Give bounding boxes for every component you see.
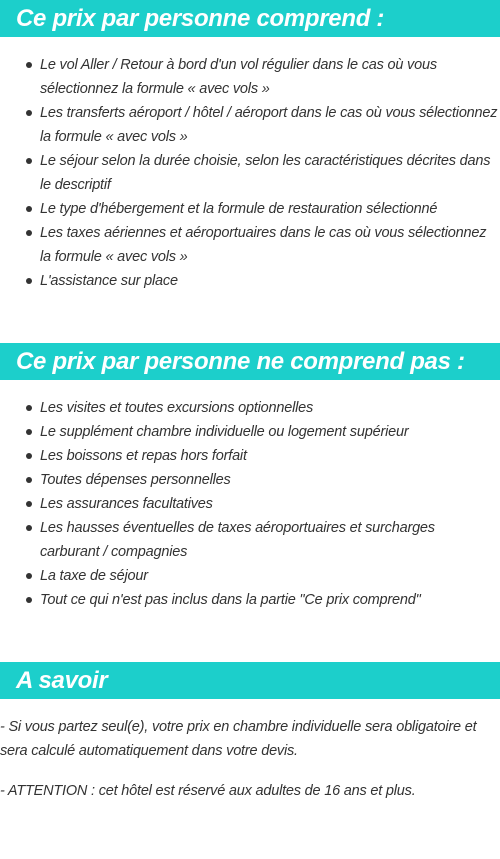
bullet-icon [26, 501, 32, 507]
list-item: Le séjour selon la durée choisie, selon les caractéristiques décrites dans le descriptif [0, 149, 500, 197]
list-item: Les taxes aériennes et aéroportuaires dans le cas où vous sélectionnez la formule « avec vols » [0, 221, 500, 269]
included-section-title: Ce prix par personne comprend : [0, 0, 500, 37]
bullet-icon [26, 206, 32, 212]
bullet-icon [26, 110, 32, 116]
info-paragraph-adults-only: - ATTENTION : cet hôtel est réservé aux adultes de 16 ans et plus. [0, 783, 416, 799]
bullet-icon [26, 597, 32, 603]
bullet-icon [26, 573, 32, 579]
bullet-icon [26, 429, 32, 435]
list-item: L'assistance sur place [0, 269, 500, 293]
list-item: Tout ce qui n'est pas inclus dans la partie "Ce prix comprend" [0, 588, 500, 612]
included-list [0, 53, 500, 293]
list-item: Toutes dépenses personnelles [0, 468, 500, 492]
bullet-icon [26, 278, 32, 284]
info-section-title: A savoir [0, 662, 500, 699]
bullet-icon [26, 230, 32, 236]
list-item: Les hausses éventuelles de taxes aéroportuaires et surcharges carburant / compagnies [0, 516, 500, 564]
bullet-icon [26, 62, 32, 68]
bullet-icon [26, 525, 32, 531]
list-item: La taxe de séjour [0, 564, 500, 588]
list-item: Les assurances facultatives [0, 492, 500, 516]
list-item: Les transferts aéroport / hôtel / aéroport dans le cas où vous sélectionnez la formule « avec vols » [0, 101, 500, 149]
bullet-icon [26, 158, 32, 164]
excluded-section-title: Ce prix par personne ne comprend pas : [0, 343, 500, 380]
list-item: Les visites et toutes excursions optionnelles [0, 396, 500, 420]
list-item: Le type d'hébergement et la formule de restauration sélectionné [0, 197, 500, 221]
bullet-icon [26, 405, 32, 411]
list-item: Le vol Aller / Retour à bord d'un vol régulier dans le cas où vous sélectionnez la formule « avec vols » [0, 53, 500, 101]
list-item: Les boissons et repas hors forfait [0, 444, 500, 468]
excluded-list [0, 396, 500, 612]
bullet-icon [26, 453, 32, 459]
list-item: Le supplément chambre individuelle ou logement supérieur [0, 420, 500, 444]
bullet-icon [26, 477, 32, 483]
info-paragraph-single-room: - Si vous partez seul(e), votre prix en chambre individuelle sera obligatoire et sera calculé automatiquement dans votre devis. [0, 719, 477, 759]
